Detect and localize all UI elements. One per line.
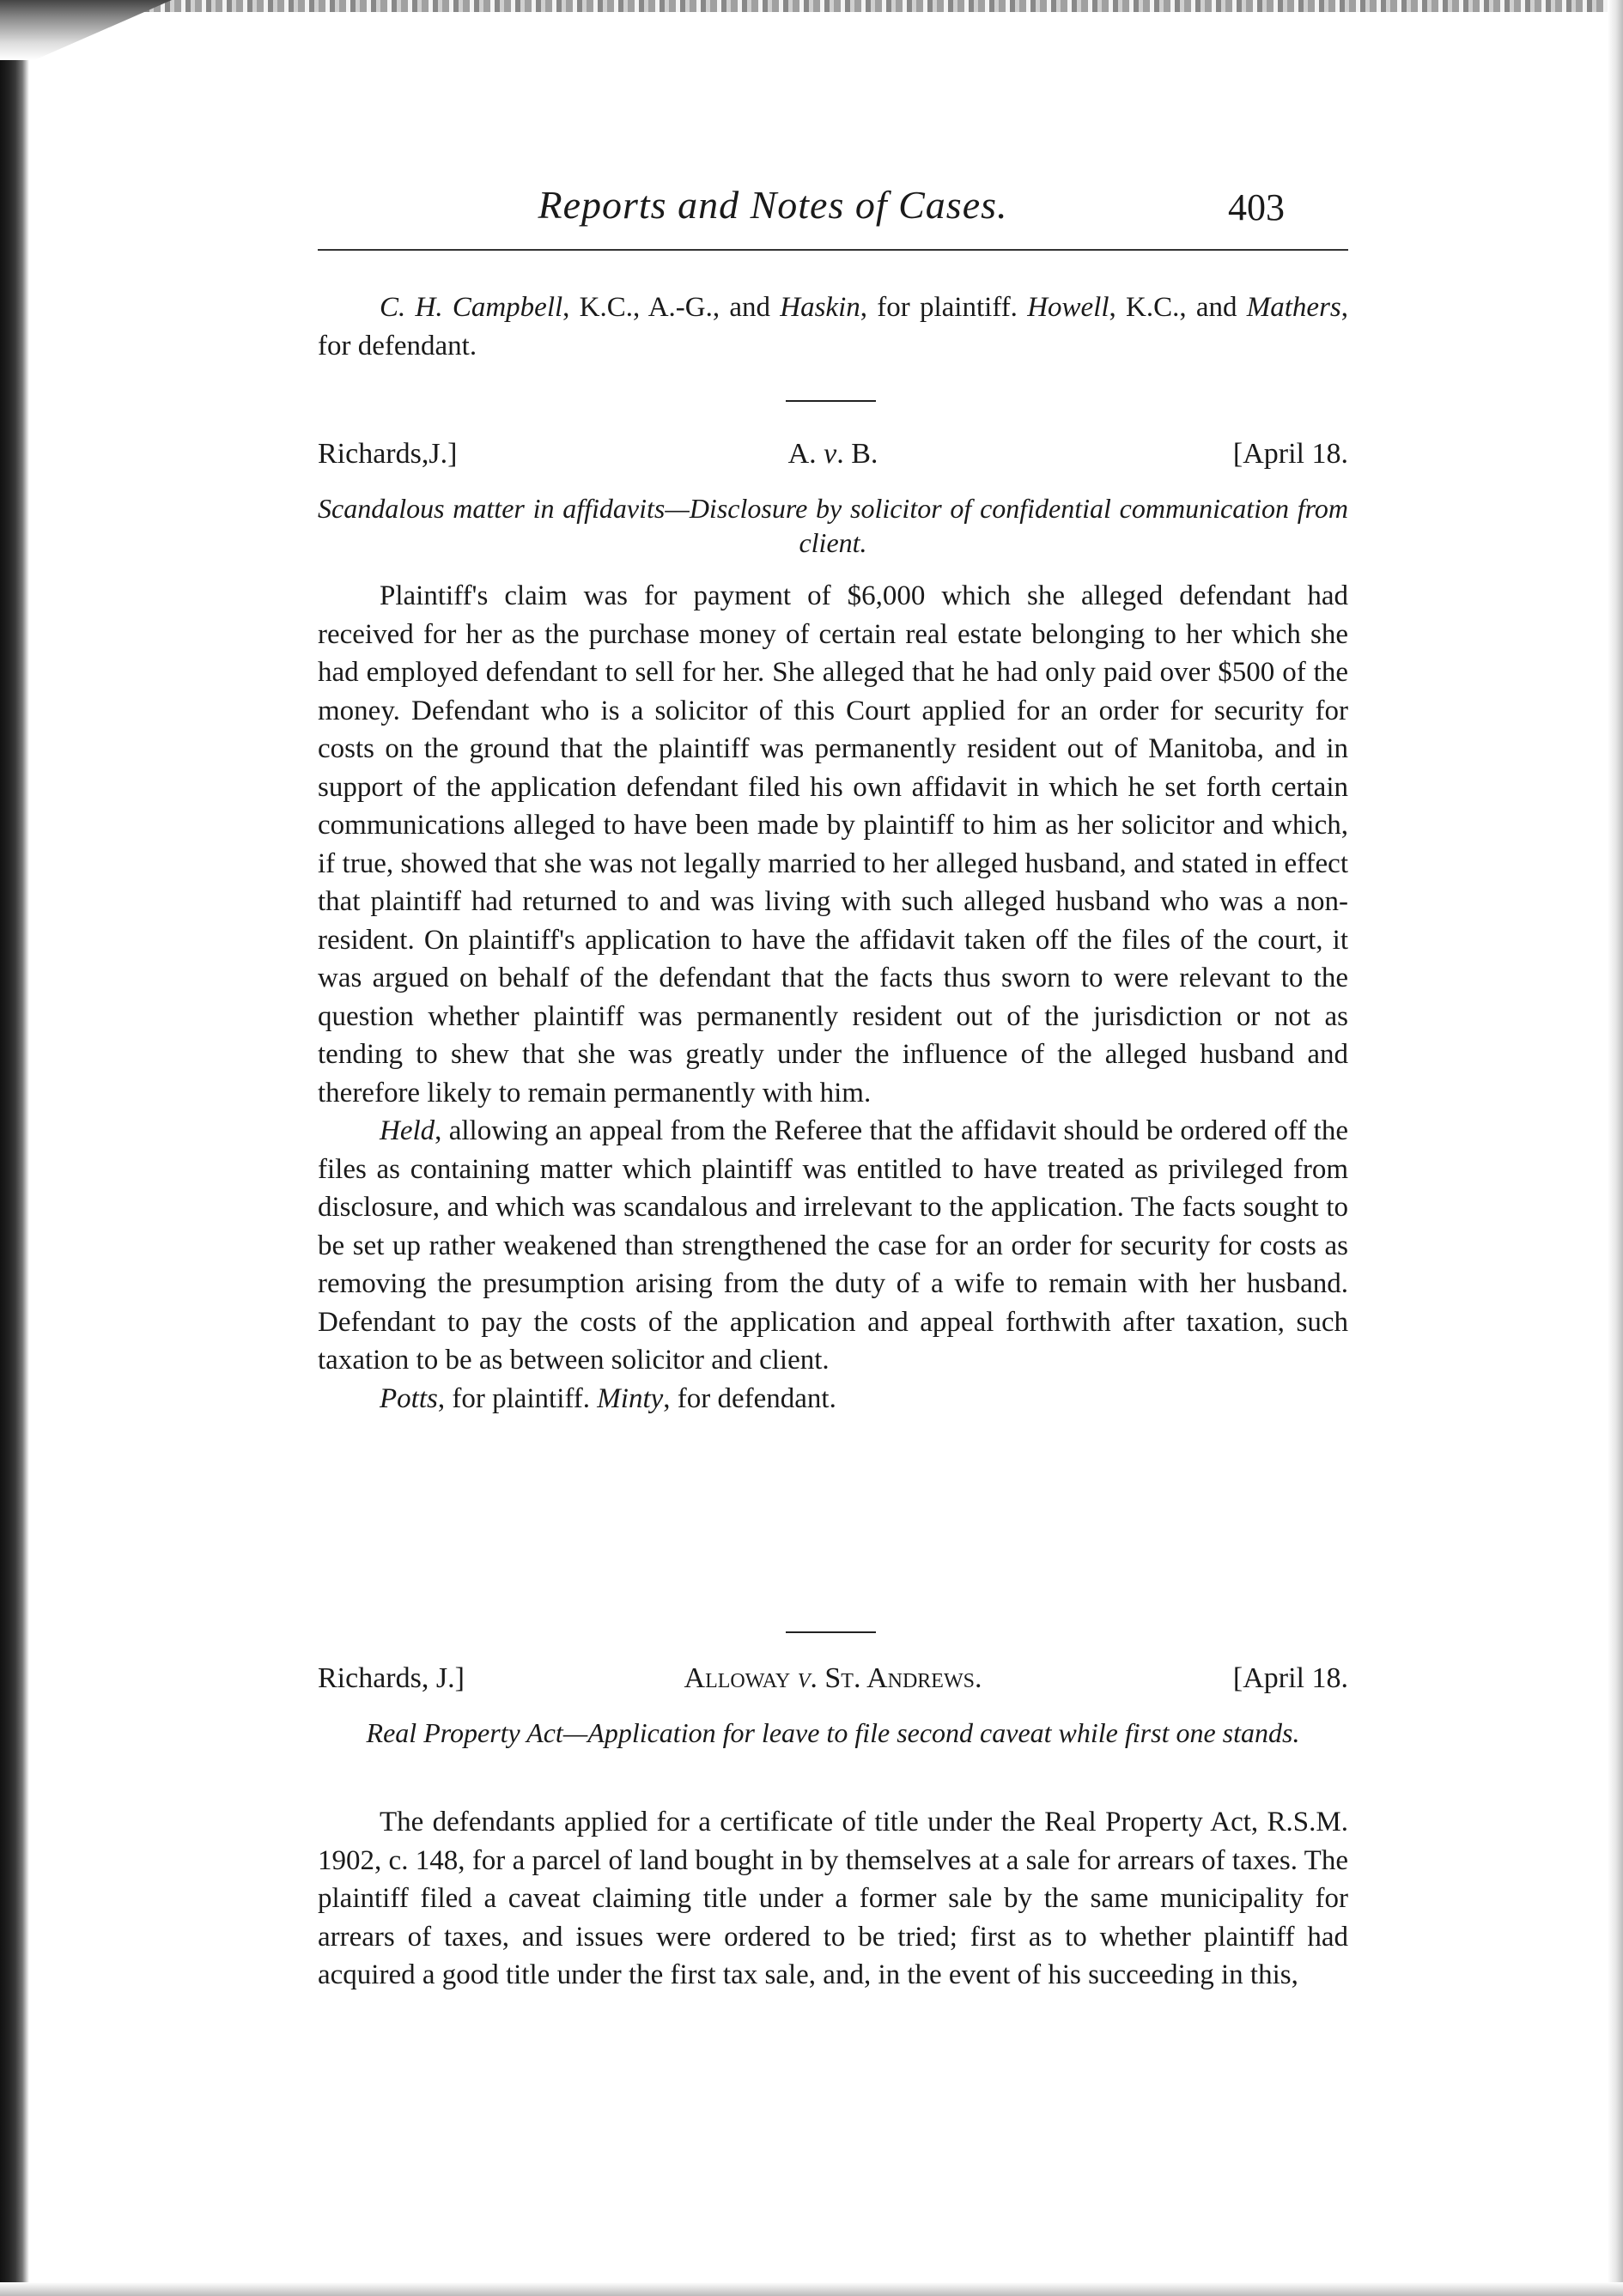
case-headnote: Real Property Act—Application for leave to file second caveat while first one stands. [366,1717,1300,1748]
case-headnote: Scandalous matter in affidavits—Disclosure by solicitor of confidential communication from client. [318,493,1348,558]
case-paragraph: Plaintiff's claim was for payment of $6,000 which she alleged defendant had received for her as the purchase money of certain real estate belonging to her which she had employed defendant to sell for her. She alleged that he had only paid over $500 of the money. Defendant who is a solicitor of this Court applied for an order for security for costs on the ground that the plaintiff was permanently resident out of Manitoba, and in support of the application defendant filed his own affidavit in which he set forth certain communications alleged to have been made by plaintiff to him as her solicitor and which, if true, showed that she was not legally married to her alleged husband, and stated in effect that plaintiff had returned to and was living with such alleged husband who was a non-resident. On plaintiff's application to have the affidavit taken off the files of the court, it was argued on behalf of the defendant that the facts thus sworn to were relevant to the question whether plaintiff was permanently resident out of the jurisdiction or not as tending to shew that she was greatly under the influence of the alleged husband and therefore likely to remain permanently with him. [318,580,1348,1109]
case-heading-alloway [318,1662,1348,1702]
case-date: [April 18. [1232,1662,1348,1694]
page-number: 403 [1228,186,1285,228]
counsel-name: Mathers [1246,292,1341,323]
counsel-paragraph: C. H. Campbell, K.C., A.-G., and Haskin, for plaintiff. Howell, K.C., and Mathers, for defendant. [318,292,1349,361]
held-label: Held [380,1115,435,1146]
case-paragraph: The defendants applied for a certificate of title under the Real Property Act, R.S.M. 1902, c. 148, for a parcel of land bought in by themselves at a sale for arrears of taxes. The plaintiff filed a caveat claiming title under a former sale by the same municipality for arrears of taxes, and issues were ordered to be tried; first as to whether plaintiff had acquired a good title under the first tax sale, and, in the event of his succeeding in this, [318,1807,1348,1990]
section-divider [786,400,876,402]
counsel-name: Minty [597,1382,664,1414]
counsel-name: Potts [380,1382,438,1414]
counsel-previous-case [318,289,1348,365]
running-head: Reports and Notes of Cases. [538,183,1008,227]
case-name: A. v. B. [787,438,878,470]
counsel-name: Howell [1027,292,1109,323]
held-paragraph: Held, allowing an appeal from the Referee that the affidavit should be ordered off the files as containing matter which plaintiff was entitled to have treated as privileged from disclosure, and which was scandalous and irrelevant to the application. The facts sought to be set up rather weakened than strengthened the case for an order for security for costs as removing the presumption arising from the duty of a wife to remain with her husband. Defendant to pay the costs of the application and appeal forthwith after taxation, such taxation to be as between solicitor and client. [318,1115,1348,1376]
case-body-a-v-b [318,577,1348,1418]
section-divider [786,1631,876,1633]
judge: Richards, J.] [318,1662,465,1694]
case-name: Alloway v. St. Andrews. [684,1662,982,1694]
counsel-name: C. H. Campbell [380,292,563,323]
case-heading-a-v-b [318,438,1348,477]
counsel-name: Haskin [780,292,860,323]
header-rule [318,249,1348,251]
case-body-alloway [318,1803,1348,1995]
counsel-paragraph: Potts, for plaintiff. Minty, for defendant. [380,1382,836,1414]
case-date: [April 18. [1232,438,1348,470]
judge: Richards,J.] [318,438,458,470]
